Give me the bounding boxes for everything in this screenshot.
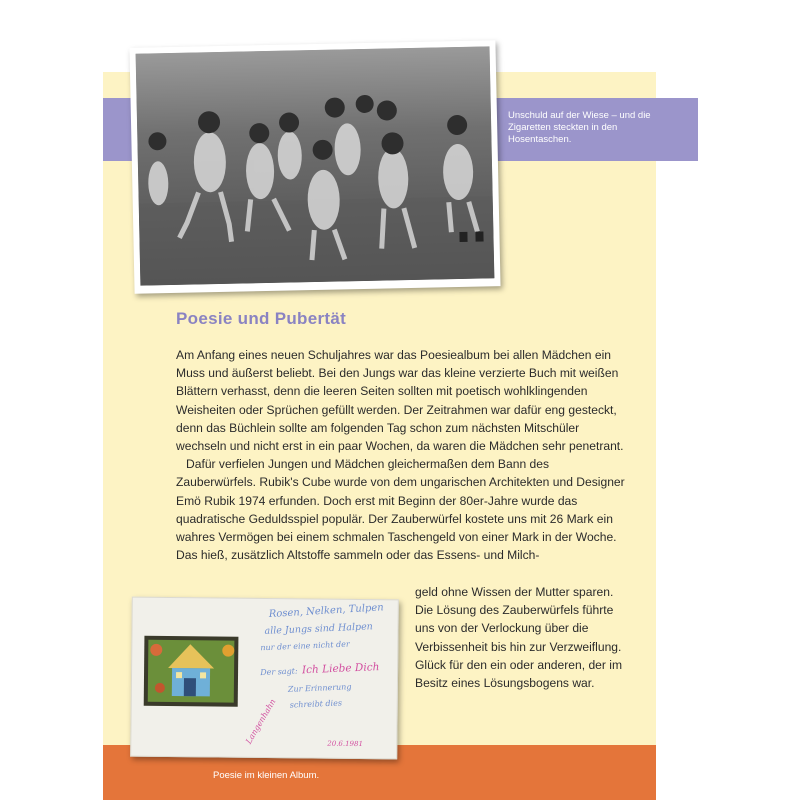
photo-image (136, 46, 495, 285)
album-caption: Poesie im kleinen Album. (213, 770, 320, 781)
article-body (176, 346, 631, 564)
paragraph-2: Dafür verfielen Jungen und Mädchen gleichermaßen dem Bann des Zauberwürfels. Rubik's Cube wurde von dem ungarischen Architekten und Designer Emö Rubik 1974 erfunden. Doch erst mit Beginn der 80er-Jahre wurde das quadratische Geduldsspiel populär. Der Zauberwürfel kostete uns mit 26 Mark ein wahres Vermögen bei einem schmalen Taschengeld von einer Mark in der Woche. Das hieß, zusätzlich Altstoffe sammeln oder das Essens- und Milch- (176, 457, 625, 563)
paragraph-1: Am Anfang eines neuen Schuljahres war das Poesiealbum bei allen Mädchen ein Muss und äußerst beliebt. Bei den Jungs war das kleine verzierte Buch mit weißen Blättern verhasst, denn die leeren Seiten sollten mit poetisch wohlklingenden Weisheiten oder Sprüchen gefüllt werden. Der Zeitrahmen war dafür eng gesteckt, denn das Büchlein sollte am folgenden Tag schon zum nächsten Mitschüler wechseln und nicht erst in ein paar Wochen, da waren die Mädchen sehr penetrant. (176, 348, 624, 454)
album-line-4-prefix: Der sagt: (260, 666, 298, 678)
photo-caption: Unschuld auf der Wiese – und die Zigaretten steckten in den Hosentaschen. (508, 110, 651, 145)
album-line-2: alle Jungs sind Halpen (264, 621, 374, 637)
album-line-3: nur der eine nicht der (260, 639, 350, 653)
album-date: 20.6.1981 (327, 739, 363, 749)
album-line-5: Zur Erinnerung (287, 682, 352, 694)
group-photo (129, 40, 500, 294)
cottage-picture (144, 636, 239, 707)
album-line-1: Rosen, Nelken, Tulpen (268, 602, 385, 621)
article-heading: Poesie und Pubertät (176, 309, 347, 328)
paragraph-2-continued: geld ohne Wissen der Mutter sparen. Die Lösung des Zauberwürfels führte uns von der Verlockung über die Verbissenheit bis hin zur Verzweiflung. Glück für den ein oder anderen, der im Besitz eines Lösungsbogens war. (415, 585, 623, 691)
poetry-album-card (130, 597, 399, 760)
album-side-note: Langenhahn (244, 697, 278, 746)
album-love-line: Ich Liebe Dich (301, 661, 380, 677)
album-line-6: schreibt dies (289, 698, 343, 710)
